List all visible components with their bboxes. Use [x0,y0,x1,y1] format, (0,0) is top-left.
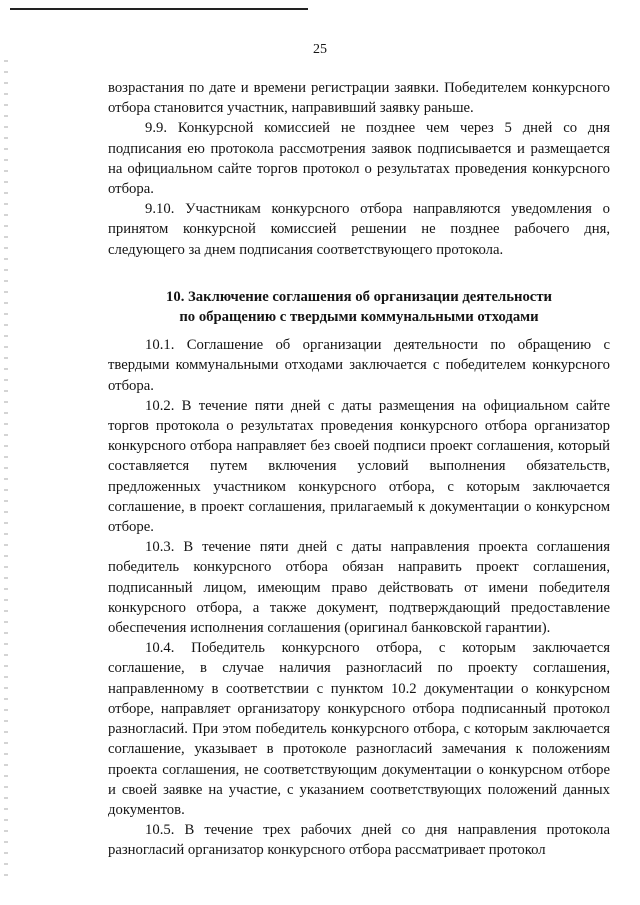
paragraph-10-5: 10.5. В течение трех рабочих дней со дня направления протокола разногласий организатор конкурсного отбора рассматривает протокол [108,822,610,859]
section-heading [108,287,610,327]
paragraph-10-3: 10.3. В течение пяти дней с даты направления проекта соглашения победитель конкурсного отбора обязан направить проект соглашения, подписанный лицом, имеющим право действовать от имени победителя конкурсного отбора, а также документ, подтверждающий предоставление обеспечения исполнения соглашения (оригинал банковской гарантии). [108,539,610,637]
document-body [108,78,610,861]
section-heading-line-2: по обращению с твердыми коммунальными отходами [179,309,539,326]
page-number: 25 [313,42,327,57]
section-heading-line-1: 10. Заключение соглашения об организации деятельности [166,288,552,305]
paragraph-continuation: возрастания по дате и времени регистрации заявки. Победителем конкурсного отбора становится участник, направивший заявку раньше. [108,80,610,117]
paragraph-10-2: 10.2. В течение пяти дней с даты размещения на официальном сайте торгов протокола о результатах проведения конкурсного отбора организатор конкурсного отбора направляет без своей подписи проект соглашения, который составляется путем включения условий выполнения обязательств, предложенных участником конкурсного отбора, с которым заключается соглашение, в проект соглашения, прилагаемый к документации о конкурсном отборе. [108,397,610,536]
paragraph-10-4: 10.4. Победитель конкурсного отбора, с которым заключается соглашение, в случае наличия разногласий по проекту соглашения, направленному в соответствии с пунктом 10.2 документации о конкурсном отборе, направляет организатору конкурсного отбора подписанный протокол разногласий. При этом победитель конкурсного отбора, с которым заключается соглашение, указывает в протоколе разногласий замечания к положениям проекта соглашения, не соответствующим документации о конкурсном отборе и своей заявке на участие, с указанием соответствующих положений данных документов. [108,640,610,818]
scan-margin-marks [4,60,8,880]
paragraph-10-1: 10.1. Соглашение об организации деятельности по обращению с твердыми коммунальными отходами заключается с победителем конкурсного отбора. [108,337,610,394]
paragraph-9-10: 9.10. Участникам конкурсного отбора направляются уведомления о принятом конкурсной комиссией решении не позднее рабочего дня, следующего за днем подписания соответствующего протокола. [108,201,610,258]
paragraph-9-9: 9.9. Конкурсной комиссией не позднее чем через 5 дней со дня подписания ею протокола рассмотрения заявок подписывается и размещается на официальном сайте торгов протокол о результатах проведения конкурсного отбора. [108,120,610,198]
top-rule [10,8,308,10]
